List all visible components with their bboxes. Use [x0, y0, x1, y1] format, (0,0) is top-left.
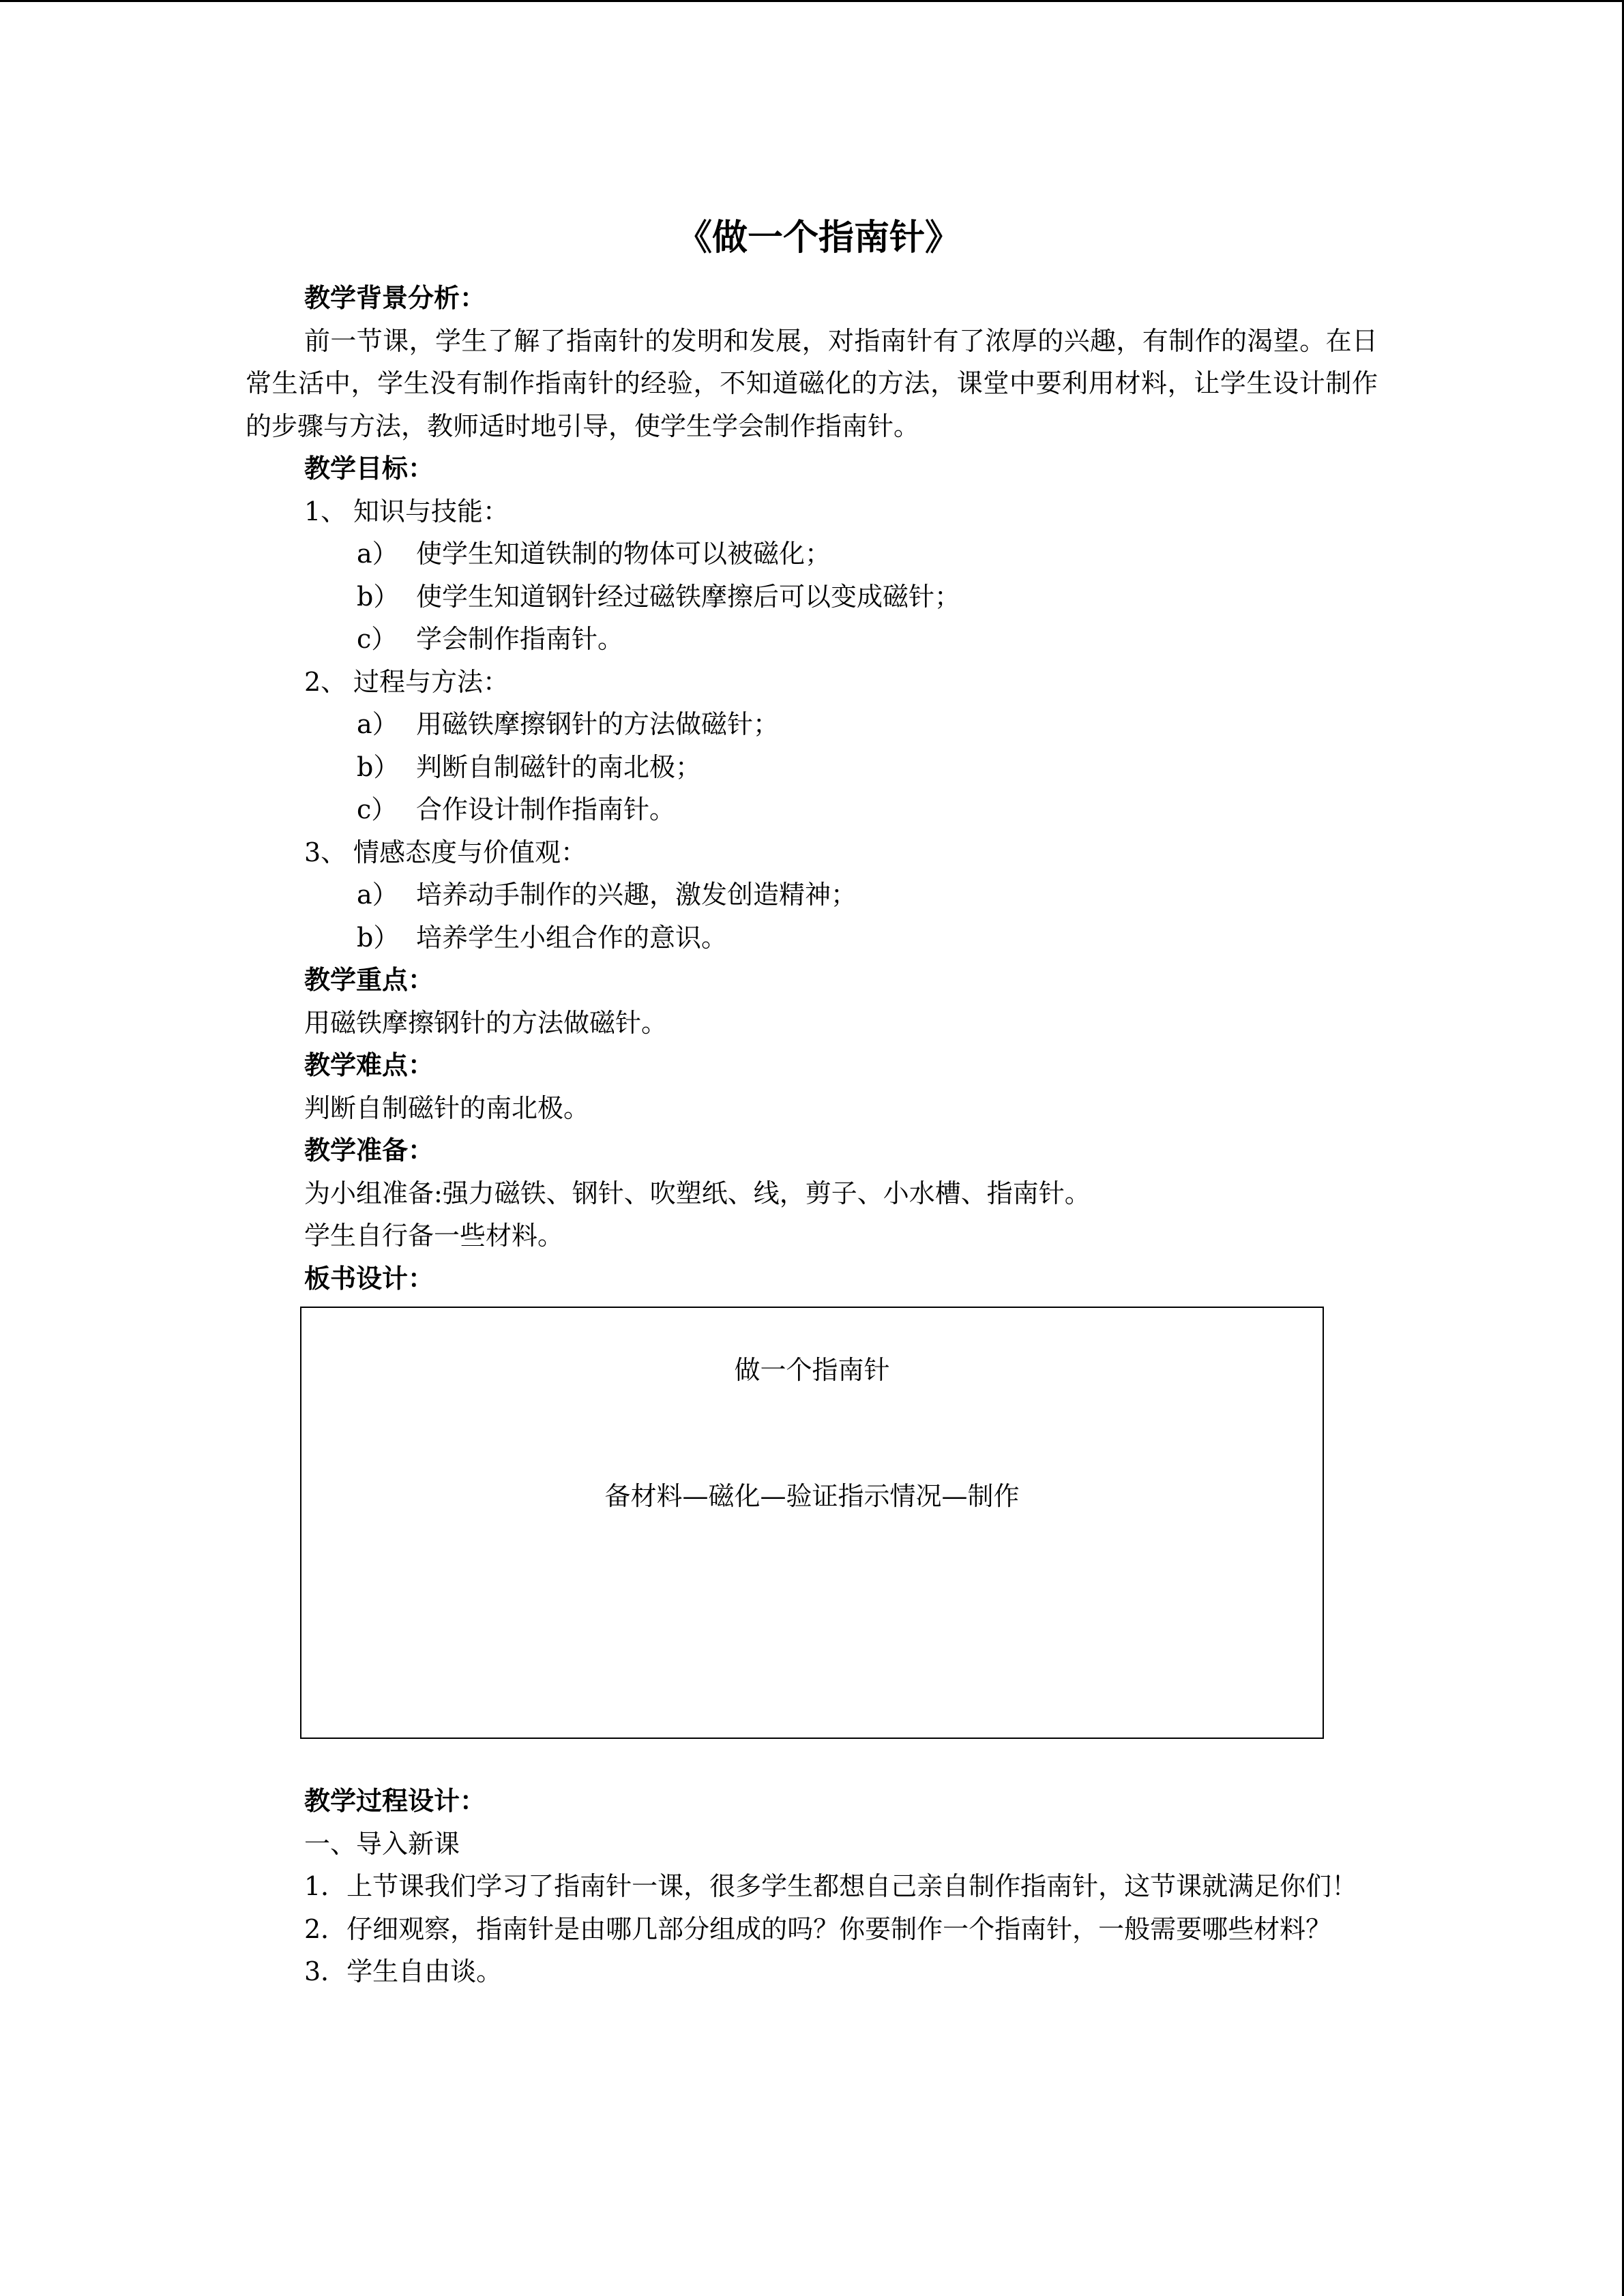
- preparation-heading: 教学准备：: [304, 1135, 434, 1165]
- document-body: [246, 211, 1378, 1993]
- goal-item: [246, 618, 1378, 661]
- goals-heading: 教学目标：: [304, 453, 434, 483]
- page-border-top: [0, 0, 1624, 2]
- key-point-text: 用磁铁摩擦钢针的方法做磁针。: [304, 1007, 668, 1038]
- difficulty-heading: 教学难点：: [304, 1049, 434, 1080]
- goal-item-number: a）: [357, 880, 398, 910]
- preparation-line: 学生自行备一些材料。: [304, 1221, 564, 1251]
- process-step: 2．仔细观察，指南针是由哪几部分组成的吗？你要制作一个指南针，一般需要哪些材料？: [304, 1913, 1332, 1944]
- difficulty-text: 判断自制磁针的南北极。: [304, 1092, 590, 1123]
- goal-item-number: b）: [357, 751, 400, 782]
- key-point-heading: 教学重点：: [304, 964, 434, 995]
- goal-item-number: b）: [357, 581, 400, 612]
- goal-item: [246, 703, 1378, 746]
- goal-item-number: b）: [357, 922, 400, 953]
- goal-group-label: 知识与技能：: [353, 496, 510, 526]
- goal-item-number: c）: [357, 794, 398, 824]
- board-design-heading: 板书设计：: [304, 1262, 434, 1294]
- background-paragraph: 前一节课，学生了解了指南针的发明和发展，对指南针有了浓厚的兴趣，有制作的渴望。在日常生活中，学生没有制作指南针的经验，不知道磁化的方法，课堂中要利用材料，让学生设计制作的步骤与方法，教师适时地引导，使学生学会制作指南针。: [246, 325, 1378, 441]
- goal-item-number: a）: [357, 539, 398, 569]
- process-section-title: 一、导入新课: [304, 1828, 460, 1859]
- process-step: 3．学生自由谈。: [304, 1956, 503, 1986]
- goal-group-number: 2、: [304, 666, 347, 697]
- goal-item-text: 培养动手制作的兴趣，激发创造精神；: [416, 880, 857, 910]
- goal-group-number: 1、: [304, 496, 347, 526]
- goal-item-text: 判断自制磁针的南北极；: [416, 751, 702, 782]
- background-heading: 教学背景分析：: [304, 282, 486, 313]
- goal-item: [246, 533, 1378, 576]
- board-flow: 备材料—磁化—验证指示情况—制作: [604, 1481, 1020, 1511]
- page-title: 《做一个指南针》: [676, 217, 960, 258]
- goal-item-text: 合作设计制作指南针。: [416, 794, 676, 824]
- process-step: 1．上节课我们学习了指南针一课，很多学生都想自己亲自制作指南针，这节课就满足你们！: [304, 1871, 1358, 1901]
- goal-item-text: 学会制作指南针。: [416, 624, 624, 654]
- goal-item: [246, 788, 1378, 831]
- goal-item: [246, 576, 1378, 618]
- goal-group-label: 过程与方法：: [353, 666, 510, 697]
- goal-item: [246, 916, 1378, 959]
- preparation-line: 为小组准备:强力磁铁、钢针、吹塑纸、线，剪子、小水槽、指南针。: [304, 1178, 1091, 1208]
- goal-group-label: 情感态度与价值观：: [353, 837, 587, 867]
- blackboard-design-box: [300, 1307, 1324, 1739]
- board-title: 做一个指南针: [734, 1355, 890, 1385]
- goal-item-text: 用磁铁摩擦钢针的方法做磁针；: [416, 709, 780, 739]
- goal-group-number: 3、: [304, 837, 347, 867]
- goal-item: [246, 874, 1378, 916]
- process-heading: 教学过程设计：: [304, 1785, 486, 1816]
- goal-item-number: c）: [357, 624, 398, 654]
- section-gap: [246, 1739, 1378, 1780]
- goal-item-text: 使学生知道钢针经过磁铁摩擦后可以变成磁针；: [416, 581, 961, 612]
- goal-group: [246, 661, 1378, 704]
- goal-item: [246, 746, 1378, 789]
- goal-item-text: 培养学生小组合作的意识。: [416, 922, 728, 953]
- goal-group: [246, 831, 1378, 874]
- goal-group: [246, 490, 1378, 533]
- goal-item-text: 使学生知道铁制的物体可以被磁化；: [416, 539, 831, 569]
- goal-item-number: a）: [357, 709, 398, 739]
